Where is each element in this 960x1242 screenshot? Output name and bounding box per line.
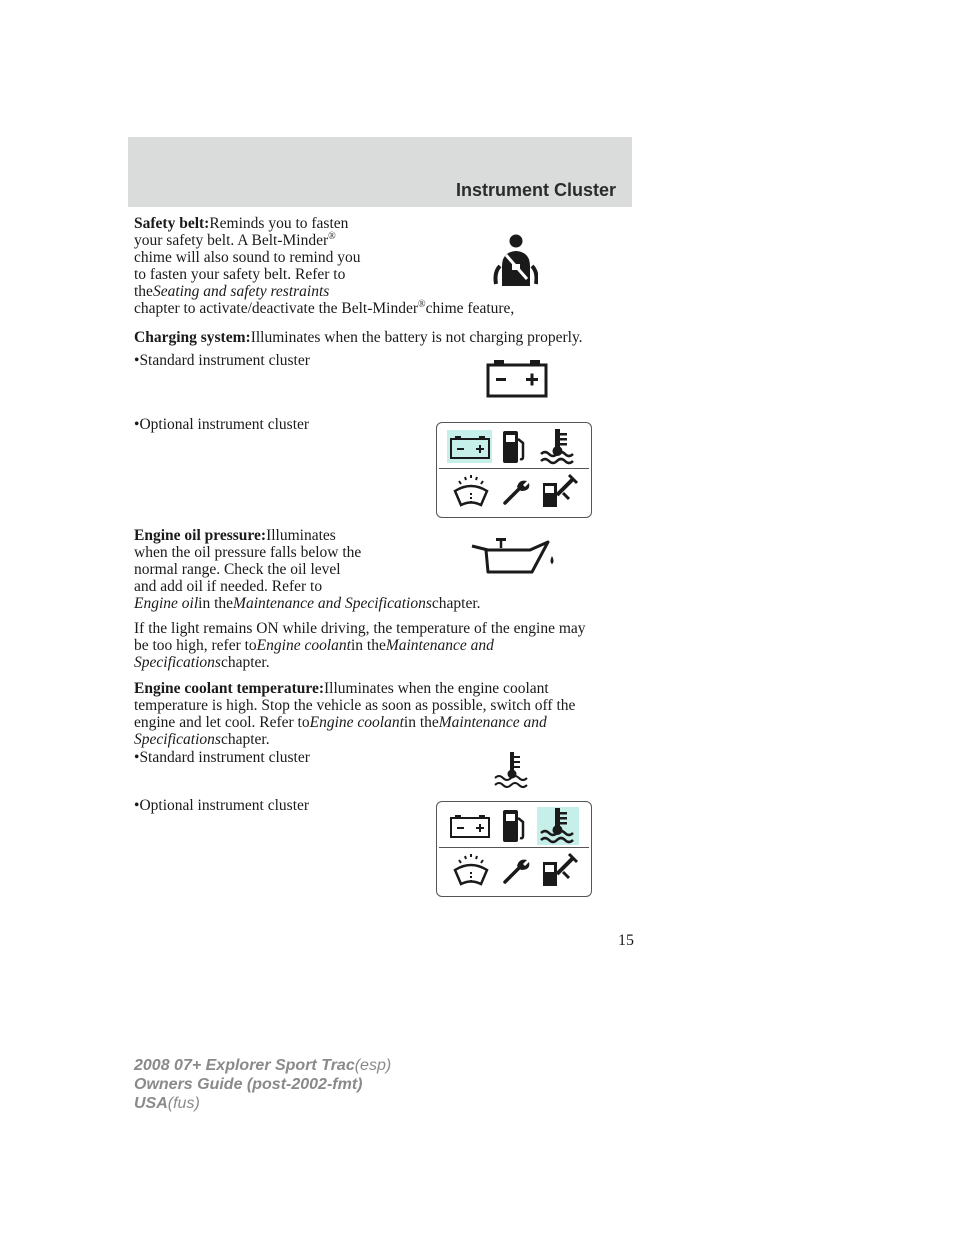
cluster-divider [439,847,589,848]
wrench-icon [501,856,531,886]
charging-optional-item: •Optional instrument cluster [134,416,310,433]
oil-pressure-line-5: Engine oilin theMaintenance and Specificationschapter. [134,595,481,612]
footer-line-1: 2008 07+ Explorer Sport Trac(esp) [134,1057,392,1074]
coolant-line-2: temperature is high. Stop the vehicle as soon as possible, switch off the [134,697,576,714]
coolant-temperature-icon [539,427,577,465]
fuel-pump-icon [501,429,527,465]
battery-icon [486,358,548,398]
coolant-temperature-icon [539,806,577,844]
remain-line-1: If the light remains ON while driving, the temperature of the engine may [134,620,586,637]
optional-cluster-coolant [436,801,592,897]
footer-line-2: Owners Guide (post-2002-fmt) [134,1076,363,1093]
safety-belt-line-5: theSeating and safety restraints [134,283,330,300]
optional-cluster-charging [436,422,592,518]
charging-system-line: Charging system:Illuminates when the battery is not charging properly. [134,329,583,346]
oil-can-icon [470,536,556,578]
fuel-pump-icon [501,808,527,844]
washer-fluid-icon [451,473,491,509]
coolant-line-3: engine and let cool. Refer toEngine coolantin theMaintenance and [134,714,547,731]
coolant-optional-item: •Optional instrument cluster [134,797,310,814]
page-number: 15 [618,932,634,949]
oil-pressure-line-1: Engine oil pressure:Illuminates [134,527,336,544]
oil-pressure-line-3: normal range. Check the oil level [134,561,341,578]
safety-belt-line-6: chapter to activate/deactivate the Belt-Minder®chime feature, [134,298,515,317]
battery-icon [450,436,490,460]
coolant-standard-item: •Standard instrument cluster [134,749,310,766]
oil-pressure-line-4: and add oil if needed. Refer to [134,578,323,595]
oil-pressure-line-2: when the oil pressure falls below the [134,544,362,561]
safety-belt-line-3: chime will also sound to remind you [134,249,361,266]
remain-line-3: Specificationschapter. [134,654,270,671]
cluster-divider [439,468,589,469]
traction-control-icon [539,852,579,890]
header-band [128,137,632,207]
safety-belt-line-1: Safety belt:Reminds you to fasten [134,215,349,232]
traction-control-icon [539,473,579,511]
charging-standard-item: •Standard instrument cluster [134,352,310,369]
safety-belt-line-2: your safety belt. A Belt-Minder® [134,230,336,249]
wrench-icon [501,477,531,507]
section-title: Instrument Cluster [455,180,616,200]
safety-belt-line-4: to fasten your safety belt. Refer to [134,266,346,283]
coolant-line-4: Specificationschapter. [134,731,270,748]
seatbelt-icon [490,232,538,290]
remain-line-2: be too high, refer toEngine coolantin theMaintenance and [134,637,494,654]
coolant-line-1: Engine coolant temperature:Illuminates when the engine coolant [134,680,549,697]
document-footer [134,1056,391,1113]
battery-icon [450,815,490,839]
coolant-temperature-icon [492,750,534,790]
washer-fluid-icon [451,852,491,888]
footer-line-3: USA(fus) [134,1095,200,1112]
